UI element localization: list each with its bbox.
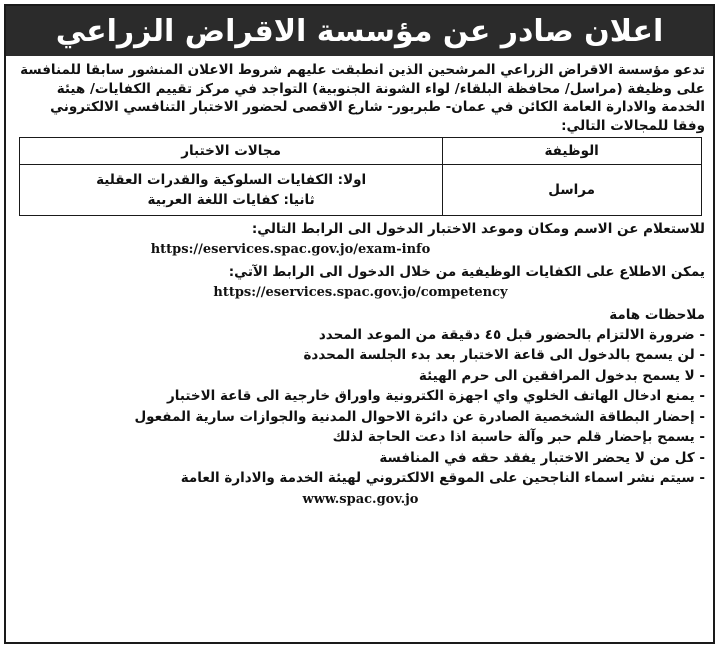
announcement-body [6,56,713,509]
competency-section [16,263,705,302]
list-item: - كل من لا يحضر الاختبار يفقد حقه في المنافسة [379,449,705,466]
table-row [20,165,701,216]
list-item: - يسمح بإحضار قلم حبر وآلة حاسبة اذا دعت الحاجة لذلك [332,429,705,445]
notes-list [16,325,705,489]
cell-fields [20,165,442,216]
cell-job: مراسل [442,165,701,216]
inquiry-section [16,220,705,259]
field-item: اولا: الكفايات السلوكية والقدرات العقلية [96,172,367,188]
exam-fields-table [19,137,701,216]
list-item: - يمنع ادخال الهاتف الخلوي واي اجهزة الكترونية واوراق خارجية الى قاعة الاختبار [167,388,705,404]
competency-text: يمكن الاطلاع على الكفايات الوظيفية من خلال الدخول الى الرابط الآتي: [228,264,705,280]
field-item: ثانيا: كفايات اللغة العربية [147,192,315,208]
list-item: - لا يسمح بدخول المرافقين الى حرم الهيئة [418,367,705,384]
list-item: - سيتم نشر اسماء الناجحين على الموقع الالكتروني لهيئة الخدمة والادارة العامة [180,470,705,486]
intro-paragraph [16,61,705,135]
intro-line: وفقا للمجالات التالي: [561,117,705,134]
intro-line: على وظيفة (مراسل/ محافظة البلقاء/ لواء الشونة الجنوبية) التواجد في مركز تقييم الكفايات/ هيئة [56,80,705,97]
intro-line: تدعو مؤسسة الاقراض الزراعي المرشحين الذين انطبقت عليهم شروط الاعلان المنشور سابقا للمنافسة [20,62,705,78]
competency-link[interactable]: https://eservices.spac.gov.jo/competency [213,284,508,300]
intro-line: الخدمة والادارة العامة الكائن في عمان- طبربور- شارع الاقصى لحضور الاختبار التنافسي الالكتروني [50,99,705,115]
announcement-title: اعلان صادر عن مؤسسة الاقراض الزراعي [6,6,713,56]
header-fields: مجالات الاختبار [20,138,442,165]
list-item: - ضرورة الالتزام بالحضور قبل ٤٥ دقيقة من الموعد المحدد [318,326,705,343]
list-item: - إحضار البطاقة الشخصية الصادرة عن دائرة الاحوال المدنية والجوازات سارية المفعول [134,408,705,425]
header-job: الوظيفة [442,138,701,165]
website-link[interactable]: www.spac.gov.jo [302,491,419,507]
list-item: - لن يسمح بالدخول الى قاعة الاختبار بعد بدء الجلسة المحددة [303,347,705,363]
table-header-row [20,138,701,165]
notes-title: ملاحظات هامة [609,307,705,323]
exam-info-link[interactable]: https://eservices.spac.gov.jo/exam-info [150,241,431,257]
inquiry-text: للاستعلام عن الاسم ومكان وموعد الاختبار الدخول الى الرابط التالي: [251,221,705,237]
announcement-frame [4,4,715,644]
